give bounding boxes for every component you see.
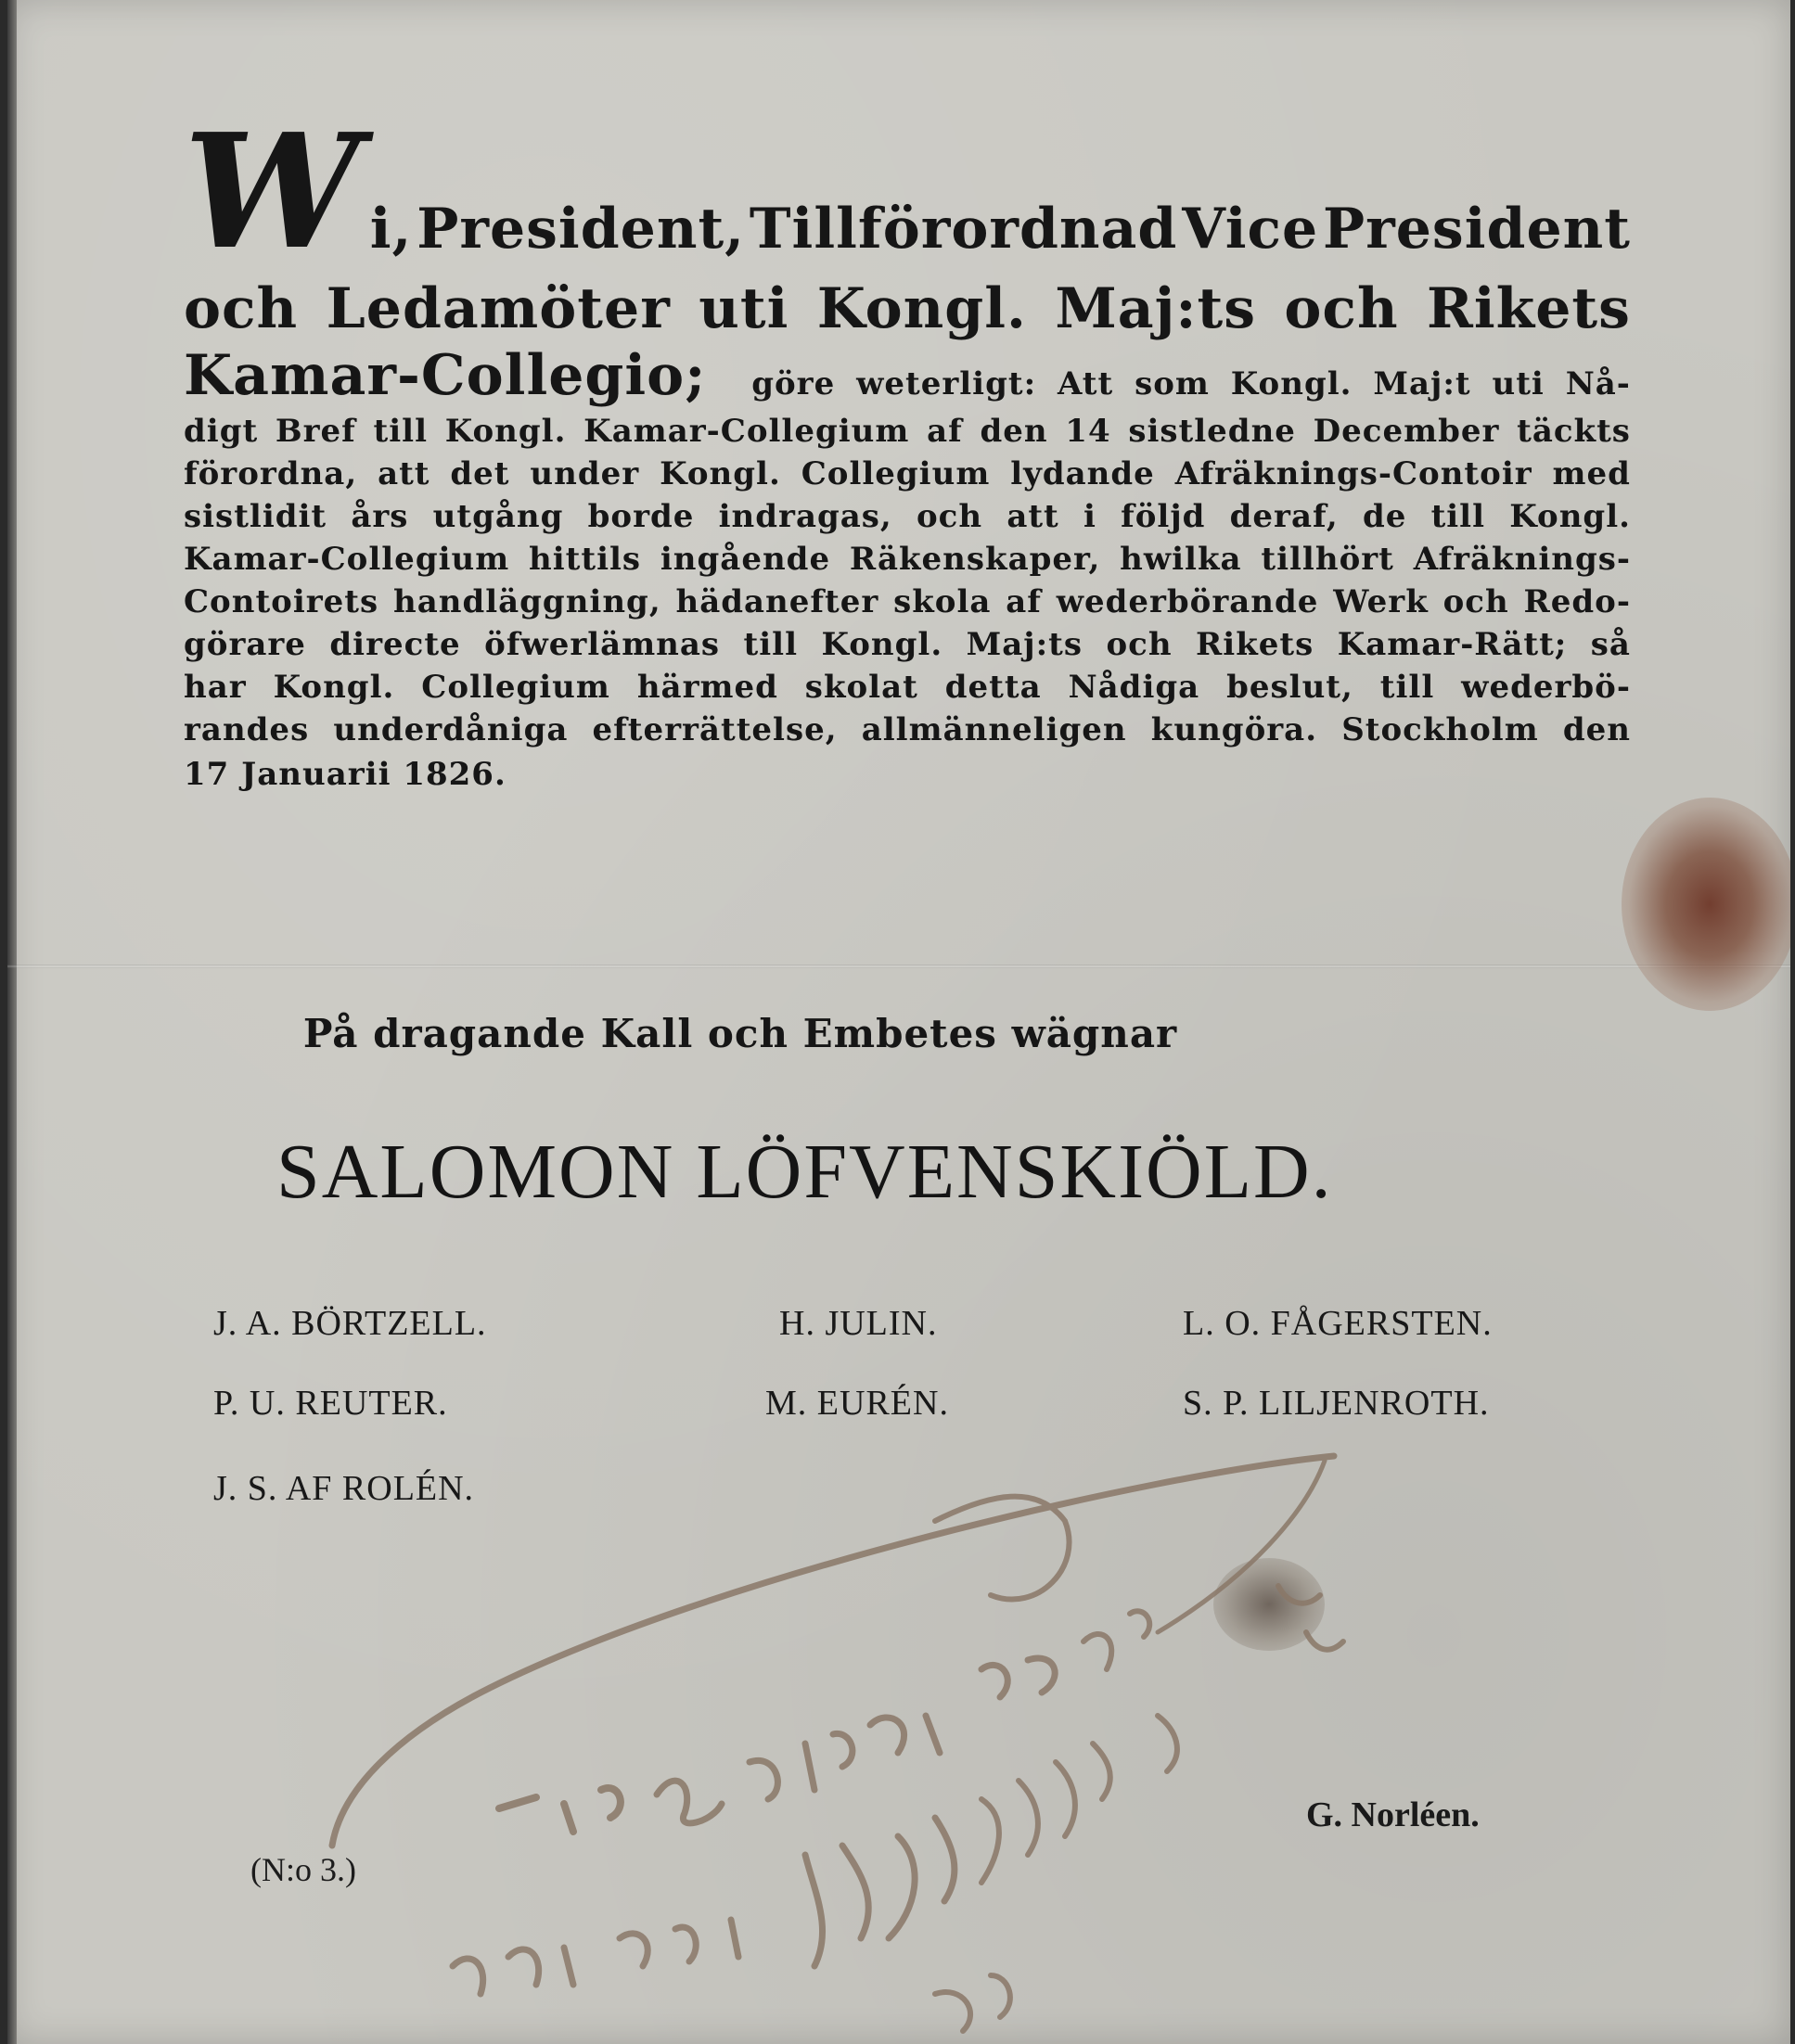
body-word: görare bbox=[184, 626, 306, 663]
body-word: Maj:ts bbox=[966, 626, 1083, 663]
body-word: Collegium bbox=[421, 669, 610, 706]
body-word: under bbox=[530, 455, 640, 492]
body-word: wederbö- bbox=[1461, 669, 1631, 706]
heading-word: President, bbox=[417, 197, 746, 262]
body-word: Afräknings- bbox=[1413, 541, 1631, 578]
body-word: till bbox=[1379, 669, 1435, 706]
heading-word: President bbox=[1323, 197, 1631, 262]
heading-word: Rikets bbox=[1427, 276, 1631, 341]
body-word: den bbox=[1562, 711, 1631, 748]
body-word: 14 bbox=[1065, 413, 1111, 450]
body-word: härmed bbox=[636, 669, 778, 706]
body-word: Redo- bbox=[1523, 583, 1631, 620]
member-name: L. O. FÅGERSTEN. bbox=[1183, 1304, 1493, 1343]
body-word: handläggning, bbox=[392, 583, 661, 620]
body-word: till bbox=[743, 626, 798, 663]
heading-word: och bbox=[184, 276, 299, 341]
body-line-intro bbox=[184, 341, 1631, 410]
body-word: efterrättelse, bbox=[592, 711, 838, 748]
heading-word: och bbox=[1284, 276, 1399, 341]
body-line bbox=[184, 410, 1631, 453]
body-line bbox=[184, 623, 1631, 666]
body-word: Kongl. bbox=[273, 669, 395, 706]
office-line-text: På dragande Kall och Embetes wägnar bbox=[302, 1011, 1178, 1056]
body-paragraph bbox=[184, 410, 1631, 751]
body-word: till bbox=[373, 413, 428, 450]
body-word: som bbox=[1135, 365, 1210, 402]
body-word: beslut, bbox=[1226, 669, 1353, 706]
secretary-signature: G. Norléen. bbox=[1306, 1795, 1480, 1834]
body-word: sistledne bbox=[1128, 413, 1296, 450]
body-word: Stockholm bbox=[1341, 711, 1539, 748]
member-name: J. A. BÖRTZELL. bbox=[213, 1304, 487, 1343]
body-word: weterligt: bbox=[856, 365, 1037, 402]
body-word: digt bbox=[184, 413, 259, 450]
body-word: Kongl. bbox=[1230, 365, 1353, 402]
body-word: Bref bbox=[275, 413, 356, 450]
document-page bbox=[7, 0, 1790, 2044]
body-word: och bbox=[1106, 626, 1173, 663]
body-word: Kamar-Collegium bbox=[184, 541, 510, 578]
body-word: hittils bbox=[529, 541, 642, 578]
heading-word: Ledamöter bbox=[326, 276, 671, 341]
body-line bbox=[184, 666, 1631, 709]
document-number: (N:o 3.) bbox=[250, 1851, 356, 1888]
body-word: med bbox=[1552, 455, 1631, 492]
body-word: randes bbox=[184, 711, 310, 748]
body-word: Nådiga bbox=[1068, 669, 1200, 706]
body-word: Maj:t bbox=[1373, 365, 1471, 402]
body-word: till bbox=[1430, 498, 1486, 535]
body-word: Rikets bbox=[1196, 626, 1314, 663]
body-word: Kamar-Rätt; bbox=[1337, 626, 1568, 663]
body-word: de bbox=[1362, 498, 1407, 535]
heading-word: Maj:ts bbox=[1055, 276, 1256, 341]
body-word: Räkenskaper, bbox=[849, 541, 1101, 578]
body-word: underdåniga bbox=[333, 711, 569, 748]
heading-line-2 bbox=[184, 262, 1631, 341]
body-word: Werk bbox=[1333, 583, 1429, 620]
body-line bbox=[184, 453, 1631, 495]
body-word: hwilka bbox=[1120, 541, 1242, 578]
heading-word: Vice bbox=[1182, 197, 1319, 262]
body-word: skolat bbox=[804, 669, 918, 706]
body-line bbox=[184, 495, 1631, 538]
member-name: J. S. AF ROLÉN. bbox=[213, 1469, 475, 1508]
body-word: i bbox=[1083, 498, 1096, 535]
heading-word: Kamar-Collegio; bbox=[184, 343, 707, 408]
body-word: och bbox=[916, 498, 983, 535]
body-word: års bbox=[351, 498, 409, 535]
body-word: Collegium bbox=[801, 455, 991, 492]
body-word: uti bbox=[1492, 365, 1545, 402]
member-name: S. P. LILJENROTH. bbox=[1183, 1384, 1490, 1423]
heading-word: Tillförordnad bbox=[749, 197, 1178, 262]
heading-line-1 bbox=[184, 99, 1631, 285]
body-word: Kongl. bbox=[444, 413, 567, 450]
body-word: göre bbox=[751, 365, 836, 402]
body-line bbox=[184, 538, 1631, 581]
heading-word: uti bbox=[699, 276, 789, 341]
body-line bbox=[184, 709, 1631, 751]
body-word: följd bbox=[1121, 498, 1206, 535]
body-word: Kamar-Collegium bbox=[583, 413, 910, 450]
body-word: borde bbox=[587, 498, 695, 535]
body-line bbox=[184, 581, 1631, 623]
body-word: kungöra. bbox=[1150, 711, 1318, 748]
proclamation-text bbox=[184, 99, 1631, 798]
body-word: ingående bbox=[660, 541, 831, 578]
body-word: utgång bbox=[432, 498, 564, 535]
body-word: indragas, bbox=[718, 498, 892, 535]
body-word: den bbox=[980, 413, 1048, 450]
body-word: deraf, bbox=[1229, 498, 1339, 535]
body-word: och bbox=[1442, 583, 1509, 620]
body-word: hädanefter bbox=[675, 583, 879, 620]
body-word: öfwerlämnas bbox=[484, 626, 721, 663]
body-word: täckts bbox=[1517, 413, 1631, 450]
body-word: så bbox=[1590, 626, 1631, 663]
body-word: directe bbox=[329, 626, 461, 663]
body-word: Kongl. bbox=[821, 626, 943, 663]
body-word: har bbox=[184, 669, 247, 706]
body-word: att bbox=[378, 455, 430, 492]
body-word: lydande bbox=[1010, 455, 1155, 492]
main-signer-name: SALOMON LÖFVENSKIÖLD. bbox=[276, 1129, 1333, 1215]
member-name: M. EURÉN. bbox=[765, 1384, 949, 1423]
body-word: Att bbox=[1058, 365, 1114, 402]
member-name: P. U. REUTER. bbox=[213, 1384, 448, 1423]
body-word: skola bbox=[893, 583, 992, 620]
body-word: af bbox=[1006, 583, 1042, 620]
body-word: wederbörande bbox=[1056, 583, 1319, 620]
body-word: December bbox=[1313, 413, 1500, 450]
body-word: tillhört bbox=[1261, 541, 1394, 578]
office-line bbox=[184, 1011, 1631, 1056]
body-word: förordna, bbox=[184, 455, 358, 492]
decorated-initial: W bbox=[184, 99, 362, 285]
body-word: sistlidit bbox=[184, 498, 327, 535]
issue-date: 17 Januarii 1826. bbox=[184, 756, 506, 793]
heading-word: i, bbox=[369, 197, 413, 262]
heading-word: Kongl. bbox=[816, 276, 1027, 341]
body-word: detta bbox=[944, 669, 1042, 706]
body-word: af bbox=[927, 413, 963, 450]
date-line bbox=[184, 751, 1631, 798]
body-word: Contoirets bbox=[184, 583, 379, 620]
body-word: det bbox=[450, 455, 510, 492]
body-word: allmänneligen bbox=[861, 711, 1127, 748]
body-word: att bbox=[1006, 498, 1059, 535]
body-word: Kongl. bbox=[660, 455, 781, 492]
body-word: Nå- bbox=[1565, 365, 1631, 402]
body-word: Afräknings-Contoir bbox=[1174, 455, 1532, 492]
body-word: Kongl. bbox=[1509, 498, 1631, 535]
member-name: H. JULIN. bbox=[779, 1304, 938, 1343]
